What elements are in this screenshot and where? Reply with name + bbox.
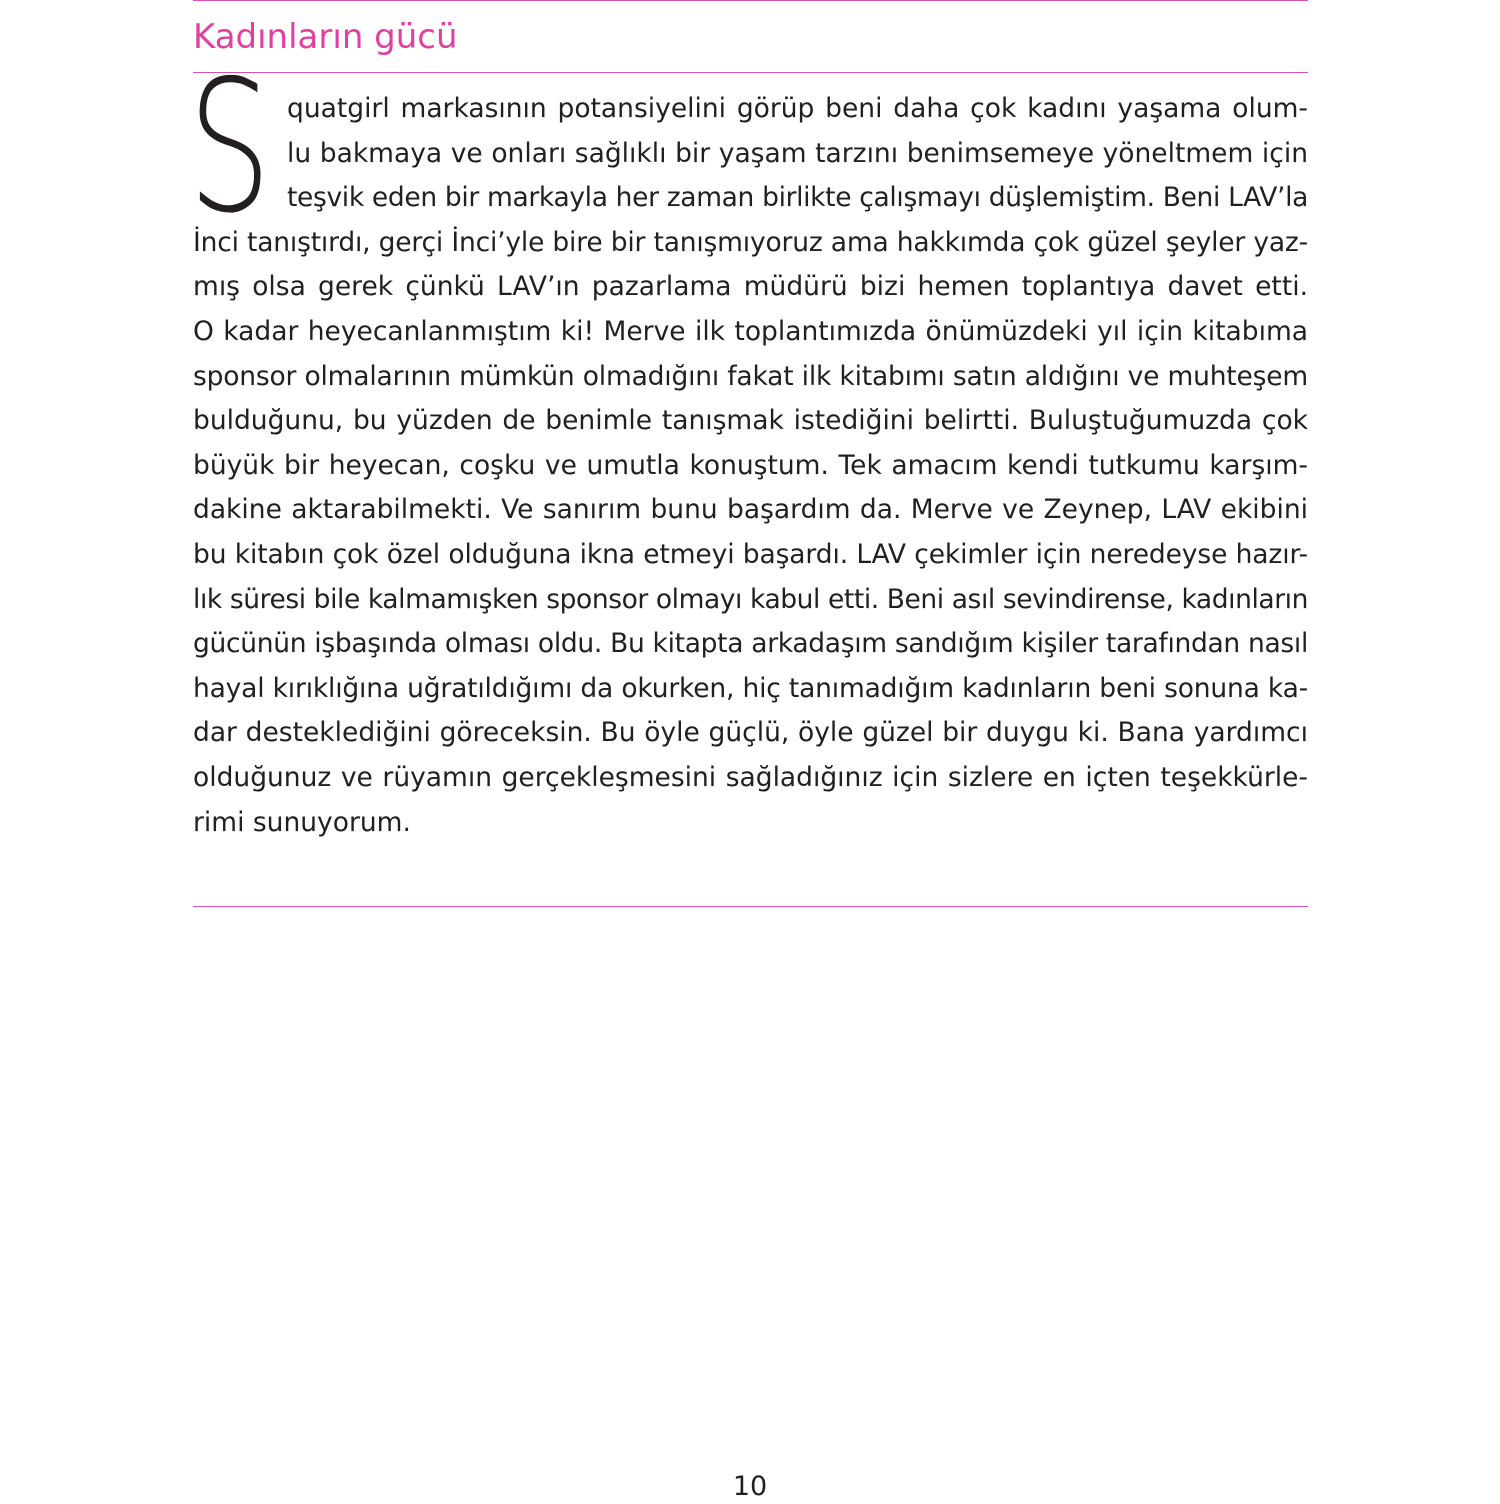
body-line: İnci tanıştırdı, gerçi İnci’yle bire bir tanışmıyoruz ama hakkımda çok güzel şeyler yaz- <box>193 226 1308 258</box>
body-line: bulduğunu, bu yüzden de benimle tanışmak istediğini belirtti. Buluştuğumuzda çok <box>193 405 1308 437</box>
body-line: teşvik eden bir markayla her zaman birlikte çalışmayı düşlemiştim. Beni LAV’la <box>287 182 1308 214</box>
article-body <box>193 87 1308 845</box>
body-line: quatgirl markasının potansiyelini görüp beni daha çok kadını yaşama olum- <box>287 93 1308 124</box>
body-line: lık süresi bile kalmamışken sponsor olmayı kabul etti. Beni asıl sevindirense, kadınların <box>193 583 1308 615</box>
section-title: Kadınların gücü <box>193 17 458 57</box>
body-line: lu bakmaya ve onları sağlıklı bir yaşam tarzını benimsemeye yöneltmem için <box>287 137 1308 169</box>
top-rule <box>193 0 1308 1</box>
bottom-rule <box>193 906 1308 907</box>
body-line: bu kitabın çok özel olduğuna ikna etmeyi başardı. LAV çekimler için neredeyse hazır- <box>193 538 1308 570</box>
body-line: mış olsa gerek çünkü LAV’ın pazarlama müdürü bizi hemen toplantıya davet etti. <box>193 271 1308 303</box>
body-line: rimi sunuyorum. <box>193 806 411 838</box>
body-line: hayal kırıklığına uğratıldığımı da okurken, hiç tanımadığım kadınların beni sonuna ka- <box>193 672 1309 704</box>
drop-cap-letter: S <box>188 41 272 253</box>
body-line: sponsor olmalarının mümkün olmadığını fakat ilk kitabımı satın aldığını ve muhteşem <box>193 360 1308 392</box>
title-underline-rule <box>193 72 1308 73</box>
body-line: gücünün işbaşında olması oldu. Bu kitapta arkadaşım sandığım kişiler tarafından nasıl <box>193 628 1309 660</box>
body-line: büyük bir heyecan, coşku ve umutla konuştum. Tek amacım kendi tutkumu karşım- <box>193 449 1308 481</box>
body-line: dakine aktarabilmekti. Ve sanırım bunu başardım da. Merve ve Zeynep, LAV ekibini <box>193 494 1308 526</box>
body-line: olduğunuz ve rüyamın gerçekleşmesini sağladığınız için sizlere en içten teşekkürle- <box>193 761 1308 793</box>
page-number: 10 <box>732 1471 768 1502</box>
body-line: dar desteklediğini göreceksin. Bu öyle güçlü, öyle güzel bir duygu ki. Bana yardımcı <box>193 717 1308 749</box>
body-line: O kadar heyecanlanmıştım ki! Merve ilk toplantımızda önümüzdeki yıl için kitabıma <box>193 315 1308 347</box>
